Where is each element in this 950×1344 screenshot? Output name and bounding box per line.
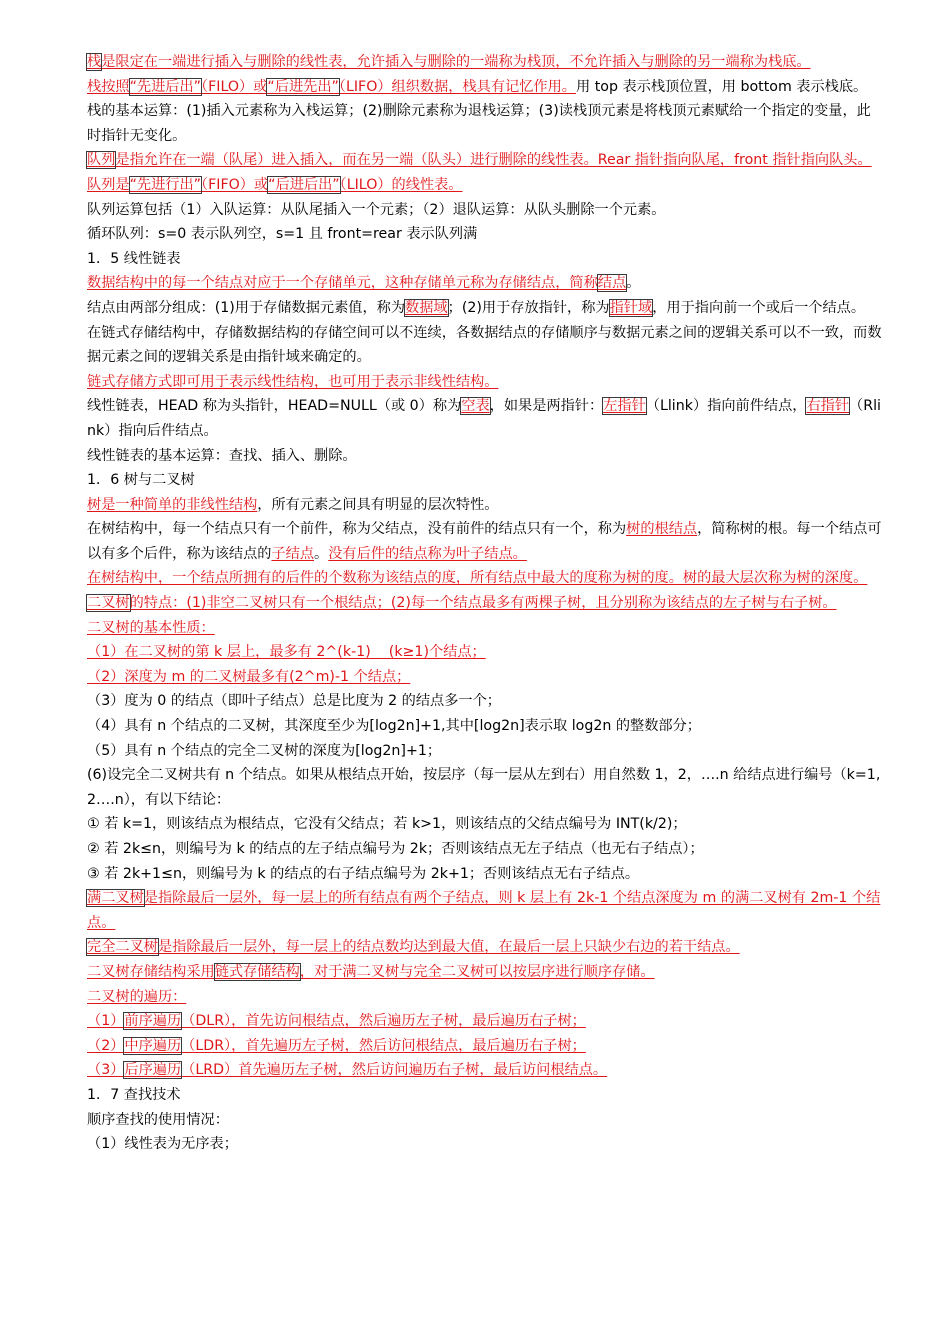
text-run: 在链式存储结构中，存储数据结构的存储空间可以不连续，各数据结点的存储顺序与数据元素之间的逻辑关系可以不一致，而数据元素之间的逻辑关系是由指针域来确定的。 [87, 324, 882, 366]
text-run: 顺序查找的使用情况： [87, 1111, 229, 1128]
paragraph [87, 1108, 882, 1133]
paragraph [87, 862, 882, 887]
text-run: （1）线性表为无序表； [87, 1136, 238, 1153]
text-run: 队列运算包括（1）入队运算：从队尾插入一个元素；（2）退队运算：从队头删除一个元素。 [87, 201, 666, 218]
paragraph [87, 247, 882, 272]
boxed-term: 满二叉树 [87, 890, 144, 907]
text-run: 在树结构中，每一个结点只有一个前件，称为父结点，没有前件的结点只有一个，称为 [87, 521, 627, 538]
text-run: (6)设完全二叉树共有 n 个结点。如果从根结点开始，按层序（每一层从左到右）用自然数 1，2，….n 给结点进行编号（k=1,2….n），有以下结论： [87, 767, 881, 808]
highlighted-text: ，对于满二叉树与完全二叉树可以按层序进行顺序存储。 [299, 963, 655, 980]
paragraph [87, 173, 882, 198]
boxed-term: 中序遍历 [124, 1037, 182, 1054]
text-run: ；(2)用于存放指针，称为 [447, 299, 610, 316]
boxed-term: 栈 [87, 54, 102, 70]
text-run: 。 [314, 545, 329, 562]
boxed-term: 空表 [461, 398, 490, 415]
paragraph [87, 689, 882, 714]
paragraph [87, 296, 882, 321]
text-run: 1．6 树与二叉树 [87, 472, 195, 489]
text-run: 。 [626, 275, 641, 292]
text-run: ① 若 k=1，则该结点为根结点，它没有父结点；若 k>1，则该结点的父结点编号为 INT(k/2)； [87, 816, 687, 833]
text-run: 结点由两部分组成：(1)用于存储数据元素值，称为 [87, 299, 406, 316]
paragraph [87, 935, 882, 960]
highlighted-text: （LRD）首先遍历左子树，然后访问遍历右子树，最后访问根结点。 [181, 1062, 608, 1079]
highlighted-text: 子结点 [271, 545, 315, 562]
paragraph [87, 591, 882, 616]
highlighted-text: 是指除最后一层外，每一层上的所有结点有两个子结点，则 k 层上有 2k-1 个结点深度为 m 的满二叉树有 2m-1 个结点。 [87, 890, 881, 931]
boxed-term: 数据域 [405, 299, 448, 316]
highlighted-text: 的特点：(1)非空二叉树只有一个根结点；(2)每一个结点最多有两棵子树，且分别称为该结点的左子树与右子树。 [129, 595, 837, 612]
highlighted-text: 数据结构中的每一个结点对应于一个存储单元，这种存储单元称为存储结点，简称 [87, 275, 598, 292]
boxed-term: 左指针 [603, 398, 646, 415]
highlighted-text: （LILO）的线性表。 [339, 176, 463, 193]
paragraph [87, 444, 882, 469]
paragraph [87, 763, 882, 812]
boxed-term: 队列 [87, 152, 116, 169]
paragraph [87, 985, 882, 1010]
text-run: ，用于指向前一个或后一个结点。 [652, 299, 866, 316]
highlighted-text: 是指允许在一端（队尾）进入插入，而在另一端（队头）进行删除的线性表。Rear 指针指向队尾，front 指针指向队头。 [115, 152, 872, 169]
text-run: （4）具有 n 个结点的二叉树，其深度至少为[log2n]+1,其中[log2n]表示取 log2n 的整数部分； [87, 718, 701, 735]
paragraph [87, 198, 882, 223]
highlighted-text: 树是一种简单的非线性结构 [87, 496, 258, 513]
paragraph [87, 99, 882, 148]
highlighted-text: （2）深度为 m 的二叉树最多有(2^m)-1 个结点； [87, 668, 411, 685]
paragraph [87, 640, 882, 665]
highlighted-text: 在树结构中，一个结点所拥有的后件的个数称为该结点的度，所有结点中最大的度称为树的度。树的最大层次称为树的深度。 [87, 570, 868, 587]
paragraph [87, 837, 882, 862]
text-run: ，简称树的根。每一个结点可以有多个后件，称为该结点的 [87, 521, 882, 562]
paragraph [87, 1034, 882, 1059]
paragraph [87, 50, 882, 75]
boxed-term: 结点 [597, 275, 627, 292]
paragraph [87, 566, 882, 591]
text-run: 栈的基本运算：(1)插入元素称为入栈运算；(2)删除元素称为退栈运算；(3)读栈顶元素是将栈顶元素赋给一个指定的变量，此时指针无变化。 [87, 103, 871, 144]
paragraph [87, 886, 882, 935]
text-run: 线性链表，HEAD 称为头指针，HEAD=NULL（或 0）称为 [87, 398, 462, 415]
text-run: 1．5 线性链表 [87, 250, 181, 267]
highlighted-text: （LIFO）组织数据，栈具有记忆作用。 [338, 78, 576, 95]
boxed-term: “先进行出” [129, 176, 202, 193]
highlighted-text: （FILO）或 [201, 78, 268, 95]
highlighted-text: （LDR），首先遍历左子树，然后访问根结点，最后遍历右子树； [181, 1037, 586, 1054]
highlighted-text: 二叉树的遍历： [87, 988, 187, 1005]
paragraph [87, 739, 882, 764]
boxed-term: 完全二叉树 [87, 939, 158, 956]
highlighted-text: （1）在二叉树的第 k 层上，最多有 2^(k-1) (k≥1)个结点； [87, 644, 486, 661]
paragraph [87, 517, 882, 566]
highlighted-text: （2） [87, 1037, 125, 1054]
text-run: ③ 若 2k+1≤n，则编号为 k 的结点的右子结点编号为 2k+1；否则该结点无右子结点。 [87, 865, 640, 882]
paragraph [87, 394, 882, 443]
paragraph [87, 493, 882, 518]
text-run: （3）度为 0 的结点（即叶子结点）总是比度为 2 的结点多一个； [87, 693, 501, 710]
boxed-term: 二叉树 [87, 595, 130, 612]
paragraph [87, 75, 882, 100]
highlighted-text: 是限定在一端进行插入与删除的线性表，允许插入与删除的一端称为栈顶，不允许插入与删除的另一端称为栈底。 [101, 54, 811, 70]
highlighted-text: （DLR），首先访问根结点，然后遍历左子树，最后遍历右子树； [181, 1013, 586, 1030]
paragraph [87, 616, 882, 641]
text-run: ② 若 2k≤n，则编号为 k 的结点的左子结点编号为 2k；否则该结点无左子结点（也无右子结点）； [87, 841, 704, 857]
paragraph [87, 148, 882, 173]
paragraph [87, 960, 882, 985]
boxed-term: “后进先出” [267, 78, 339, 95]
highlighted-text: 二叉树存储结构采用 [87, 963, 215, 980]
highlighted-text: （FIFO）或 [201, 176, 269, 193]
text-run: （Rlink）指向后件结点。 [87, 398, 881, 439]
text-run: 线性链表的基本运算：查找、插入、删除。 [87, 447, 357, 464]
text-run: ，所有元素之间具有明显的层次特性。 [257, 496, 499, 513]
highlighted-text: （1） [87, 1013, 125, 1030]
boxed-term: 后序遍历 [124, 1062, 182, 1079]
highlighted-text: 是指除最后一层外，每一层上的结点数均达到最大值，在最后一层上只缺少右边的若干结点。 [157, 939, 740, 956]
text-run: ，如果是两指针： [489, 398, 604, 415]
paragraph [87, 665, 882, 690]
paragraph [87, 812, 882, 837]
text-run: （5）具有 n 个结点的完全二叉树的深度为[log2n]+1； [87, 742, 442, 759]
highlighted-text: 二叉树的基本性质： [87, 619, 215, 636]
text-run: 用 top 表示栈顶位置，用 bottom 表示栈底。 [576, 78, 868, 95]
paragraph [87, 1058, 882, 1083]
paragraph [87, 370, 882, 395]
highlighted-text: 链式存储方式即可用于表示线性结构，也可用于表示非线性结构。 [87, 373, 499, 390]
paragraph [87, 222, 882, 247]
paragraph [87, 1083, 882, 1108]
highlighted-text: 栈按照 [87, 78, 130, 95]
paragraph [87, 1009, 882, 1034]
paragraph [87, 714, 882, 739]
highlighted-text: 没有后件的结点称为叶子结点。 [328, 545, 527, 562]
boxed-term: 指针域 [609, 299, 653, 316]
boxed-term: “先进后出” [129, 78, 202, 95]
highlighted-text: （3） [87, 1062, 125, 1079]
boxed-term: 前序遍历 [124, 1013, 182, 1030]
boxed-term: 右指针 [806, 398, 850, 415]
highlighted-text: 树的根结点 [626, 521, 698, 538]
boxed-term: “后进后出” [268, 176, 340, 193]
paragraph [87, 1132, 882, 1157]
paragraph [87, 468, 882, 493]
paragraph [87, 321, 882, 370]
paragraph [87, 271, 882, 296]
highlighted-text: 队列是 [87, 176, 130, 193]
text-run: （Llink）指向前件结点， [645, 398, 807, 415]
boxed-term: 链式存储结构 [214, 963, 300, 980]
text-run: 1．7 查找技术 [87, 1086, 181, 1103]
text-run: 循环队列：s=0 表示队列空，s=1 且 front=rear 表示队列满 [87, 226, 478, 243]
